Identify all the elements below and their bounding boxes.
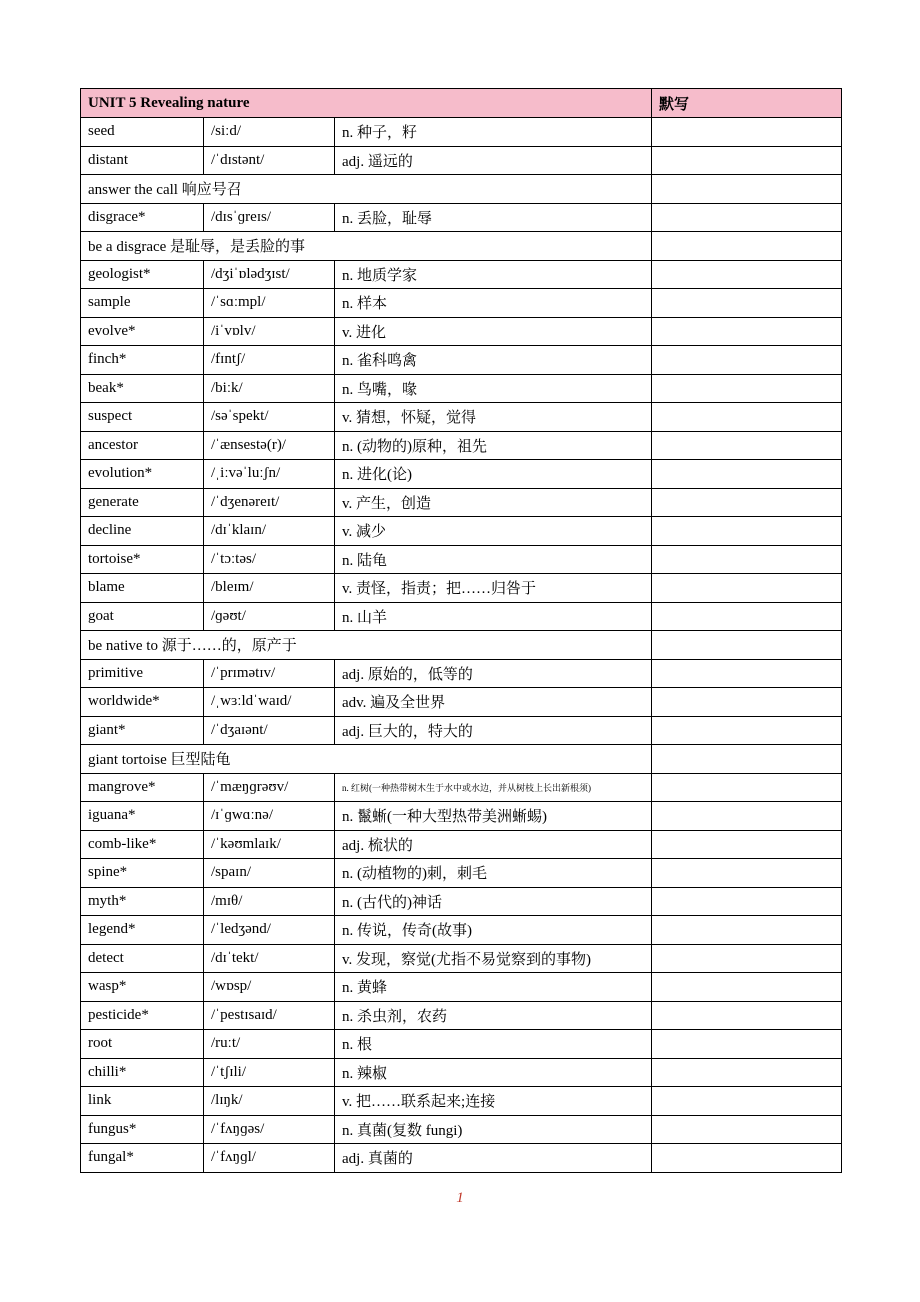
meaning-cell: adj. 巨大的，特大的: [335, 716, 652, 745]
word-cell: geologist*: [81, 260, 204, 289]
meaning-cell: n. 丢脸，耻辱: [335, 203, 652, 232]
meaning-cell: n. 传说，传奇(故事): [335, 916, 652, 945]
word-row: [81, 118, 842, 147]
dictation-header: 默写: [652, 89, 842, 118]
dictation-cell: [652, 232, 842, 261]
dictation-cell: [652, 203, 842, 232]
dictation-cell: [652, 146, 842, 175]
dictation-cell: [652, 460, 842, 489]
word-cell: iguana*: [81, 802, 204, 831]
dictation-cell: [652, 602, 842, 631]
dictation-cell: [652, 403, 842, 432]
word-cell: fungal*: [81, 1144, 204, 1173]
meaning-cell: n. 陆龟: [335, 545, 652, 574]
dictation-cell: [652, 887, 842, 916]
meaning-cell: adv. 遍及全世界: [335, 688, 652, 717]
dictation-cell: [652, 659, 842, 688]
phonetic-cell: /ˈdʒaɪənt/: [204, 716, 335, 745]
phrase-text: be native to 源于……的，原产于: [81, 631, 652, 660]
dictation-cell: [652, 916, 842, 945]
dictation-cell: [652, 574, 842, 603]
word-cell: worldwide*: [81, 688, 204, 717]
phrase-row: [81, 631, 842, 660]
phonetic-cell: /biːk/: [204, 374, 335, 403]
meaning-cell: n. 杀虫剂，农药: [335, 1001, 652, 1030]
meaning-cell: n. 根: [335, 1030, 652, 1059]
word-cell: distant: [81, 146, 204, 175]
word-row: [81, 887, 842, 916]
phonetic-cell: /ˈpestɪsaɪd/: [204, 1001, 335, 1030]
word-row: [81, 602, 842, 631]
phonetic-cell: /ˈfʌŋɡl/: [204, 1144, 335, 1173]
dictation-cell: [652, 773, 842, 802]
word-row: [81, 1001, 842, 1030]
meaning-cell: v. 进化: [335, 317, 652, 346]
word-row: [81, 517, 842, 546]
meaning-cell: n. 样本: [335, 289, 652, 318]
meaning-cell: n. 进化(论): [335, 460, 652, 489]
unit-title: UNIT 5 Revealing nature: [81, 89, 652, 118]
word-cell: beak*: [81, 374, 204, 403]
meaning-cell: adj. 遥远的: [335, 146, 652, 175]
dictation-cell: [652, 346, 842, 375]
dictation-cell: [652, 745, 842, 774]
word-cell: seed: [81, 118, 204, 147]
word-row: [81, 659, 842, 688]
word-row: [81, 203, 842, 232]
phrase-text: answer the call 响应号召: [81, 175, 652, 204]
word-row: [81, 488, 842, 517]
phonetic-cell: /ˈdʒenəreɪt/: [204, 488, 335, 517]
word-cell: mangrove*: [81, 773, 204, 802]
word-cell: spine*: [81, 859, 204, 888]
dictation-cell: [652, 118, 842, 147]
word-row: [81, 973, 842, 1002]
meaning-cell: adj. 原始的，低等的: [335, 659, 652, 688]
vocabulary-table: [80, 88, 842, 1173]
word-cell: blame: [81, 574, 204, 603]
word-row: [81, 374, 842, 403]
phonetic-cell: /ˈtʃɪli/: [204, 1058, 335, 1087]
vocabulary-rows: [81, 118, 842, 1173]
meaning-cell: adj. 真菌的: [335, 1144, 652, 1173]
meaning-cell: v. 把……联系起来;连接: [335, 1087, 652, 1116]
word-cell: chilli*: [81, 1058, 204, 1087]
word-row: [81, 146, 842, 175]
dictation-cell: [652, 631, 842, 660]
word-row: [81, 802, 842, 831]
phonetic-cell: /bleɪm/: [204, 574, 335, 603]
word-row: [81, 830, 842, 859]
word-row: [81, 574, 842, 603]
word-row: [81, 260, 842, 289]
dictation-cell: [652, 1058, 842, 1087]
meaning-cell: n. 种子，籽: [335, 118, 652, 147]
word-cell: goat: [81, 602, 204, 631]
word-row: [81, 1115, 842, 1144]
dictation-cell: [652, 1030, 842, 1059]
phonetic-cell: /ˈprɪmətɪv/: [204, 659, 335, 688]
dictation-cell: [652, 260, 842, 289]
phonetic-cell: /ˈmæŋɡrəʊv/: [204, 773, 335, 802]
phonetic-cell: /siːd/: [204, 118, 335, 147]
word-cell: root: [81, 1030, 204, 1059]
phonetic-cell: /ɡəʊt/: [204, 602, 335, 631]
phonetic-cell: /dɪˈtekt/: [204, 944, 335, 973]
dictation-cell: [652, 1087, 842, 1116]
meaning-cell: v. 责怪，指责；把……归咎于: [335, 574, 652, 603]
word-row: [81, 716, 842, 745]
dictation-cell: [652, 688, 842, 717]
phonetic-cell: /lɪŋk/: [204, 1087, 335, 1116]
meaning-cell: n. 雀科鸣禽: [335, 346, 652, 375]
dictation-cell: [652, 1144, 842, 1173]
dictation-cell: [652, 289, 842, 318]
dictation-cell: [652, 973, 842, 1002]
word-row: [81, 859, 842, 888]
word-row: [81, 773, 842, 802]
dictation-cell: [652, 830, 842, 859]
phonetic-cell: /dɪˈklaɪn/: [204, 517, 335, 546]
phrase-row: [81, 745, 842, 774]
meaning-cell: n. 真菌(复数 fungi): [335, 1115, 652, 1144]
word-row: [81, 346, 842, 375]
phonetic-cell: /mɪθ/: [204, 887, 335, 916]
meaning-cell: v. 发现，察觉(尤指不易觉察到的事物): [335, 944, 652, 973]
dictation-cell: [652, 859, 842, 888]
word-row: [81, 916, 842, 945]
phonetic-cell: /ɪˈɡwɑːnə/: [204, 802, 335, 831]
dictation-cell: [652, 1001, 842, 1030]
dictation-cell: [652, 431, 842, 460]
dictation-cell: [652, 716, 842, 745]
phrase-row: [81, 232, 842, 261]
phonetic-cell: /spaɪn/: [204, 859, 335, 888]
word-cell: sample: [81, 289, 204, 318]
meaning-cell: v. 猜想，怀疑，觉得: [335, 403, 652, 432]
phonetic-cell: /iˈvɒlv/: [204, 317, 335, 346]
word-cell: link: [81, 1087, 204, 1116]
phrase-row: [81, 175, 842, 204]
word-row: [81, 289, 842, 318]
word-row: [81, 1144, 842, 1173]
meaning-cell: n. (动植物的)刺，刺毛: [335, 859, 652, 888]
meaning-cell: v. 产生，创造: [335, 488, 652, 517]
word-cell: fungus*: [81, 1115, 204, 1144]
meaning-cell: n. 山羊: [335, 602, 652, 631]
page-number: 1: [456, 1190, 464, 1206]
phrase-text: giant tortoise 巨型陆龟: [81, 745, 652, 774]
phonetic-cell: /ˌiːvəˈluːʃn/: [204, 460, 335, 489]
meaning-cell: v. 减少: [335, 517, 652, 546]
phonetic-cell: /wɒsp/: [204, 973, 335, 1002]
phonetic-cell: /ˈkəʊmlaɪk/: [204, 830, 335, 859]
phonetic-cell: /dʒiˈɒlədʒɪst/: [204, 260, 335, 289]
word-cell: decline: [81, 517, 204, 546]
dictation-cell: [652, 802, 842, 831]
dictation-cell: [652, 545, 842, 574]
meaning-cell: n. (动物的)原种，祖先: [335, 431, 652, 460]
word-cell: finch*: [81, 346, 204, 375]
word-row: [81, 460, 842, 489]
phonetic-cell: /ˈænsestə(r)/: [204, 431, 335, 460]
word-cell: giant*: [81, 716, 204, 745]
word-cell: generate: [81, 488, 204, 517]
meaning-cell: adj. 梳状的: [335, 830, 652, 859]
meaning-cell: n. 黄蜂: [335, 973, 652, 1002]
word-row: [81, 688, 842, 717]
word-cell: detect: [81, 944, 204, 973]
dictation-cell: [652, 1115, 842, 1144]
phonetic-cell: /ˈdɪstənt/: [204, 146, 335, 175]
word-cell: pesticide*: [81, 1001, 204, 1030]
phonetic-cell: /ˈledʒənd/: [204, 916, 335, 945]
phrase-text: be a disgrace 是耻辱，是丢脸的事: [81, 232, 652, 261]
word-cell: evolution*: [81, 460, 204, 489]
word-row: [81, 944, 842, 973]
phonetic-cell: /dɪsˈɡreɪs/: [204, 203, 335, 232]
word-cell: wasp*: [81, 973, 204, 1002]
word-cell: suspect: [81, 403, 204, 432]
dictation-cell: [652, 317, 842, 346]
phonetic-cell: /fɪntʃ/: [204, 346, 335, 375]
meaning-cell: n. 辣椒: [335, 1058, 652, 1087]
meaning-cell: n. 红树(一种热带树木生于水中或水边，并从树枝上长出新根须): [335, 773, 652, 802]
dictation-cell: [652, 517, 842, 546]
word-cell: evolve*: [81, 317, 204, 346]
phonetic-cell: /ruːt/: [204, 1030, 335, 1059]
meaning-cell: n. 鬣蜥(一种大型热带美洲蜥蜴): [335, 802, 652, 831]
table-header-row: [81, 89, 842, 118]
dictation-cell: [652, 944, 842, 973]
meaning-cell: n. 地质学家: [335, 260, 652, 289]
word-cell: myth*: [81, 887, 204, 916]
word-row: [81, 317, 842, 346]
phonetic-cell: /səˈspekt/: [204, 403, 335, 432]
phonetic-cell: /ˈsɑːmpl/: [204, 289, 335, 318]
phonetic-cell: /ˈtɔːtəs/: [204, 545, 335, 574]
word-row: [81, 1058, 842, 1087]
meaning-cell: n. (古代的)神话: [335, 887, 652, 916]
dictation-cell: [652, 175, 842, 204]
word-row: [81, 1087, 842, 1116]
word-row: [81, 545, 842, 574]
word-cell: tortoise*: [81, 545, 204, 574]
phonetic-cell: /ˌwɜːldˈwaɪd/: [204, 688, 335, 717]
dictation-cell: [652, 488, 842, 517]
word-row: [81, 403, 842, 432]
word-cell: ancestor: [81, 431, 204, 460]
word-row: [81, 431, 842, 460]
phonetic-cell: /ˈfʌŋɡəs/: [204, 1115, 335, 1144]
dictation-cell: [652, 374, 842, 403]
word-cell: comb-like*: [81, 830, 204, 859]
word-row: [81, 1030, 842, 1059]
word-cell: primitive: [81, 659, 204, 688]
word-cell: disgrace*: [81, 203, 204, 232]
meaning-cell: n. 鸟嘴，喙: [335, 374, 652, 403]
word-cell: legend*: [81, 916, 204, 945]
